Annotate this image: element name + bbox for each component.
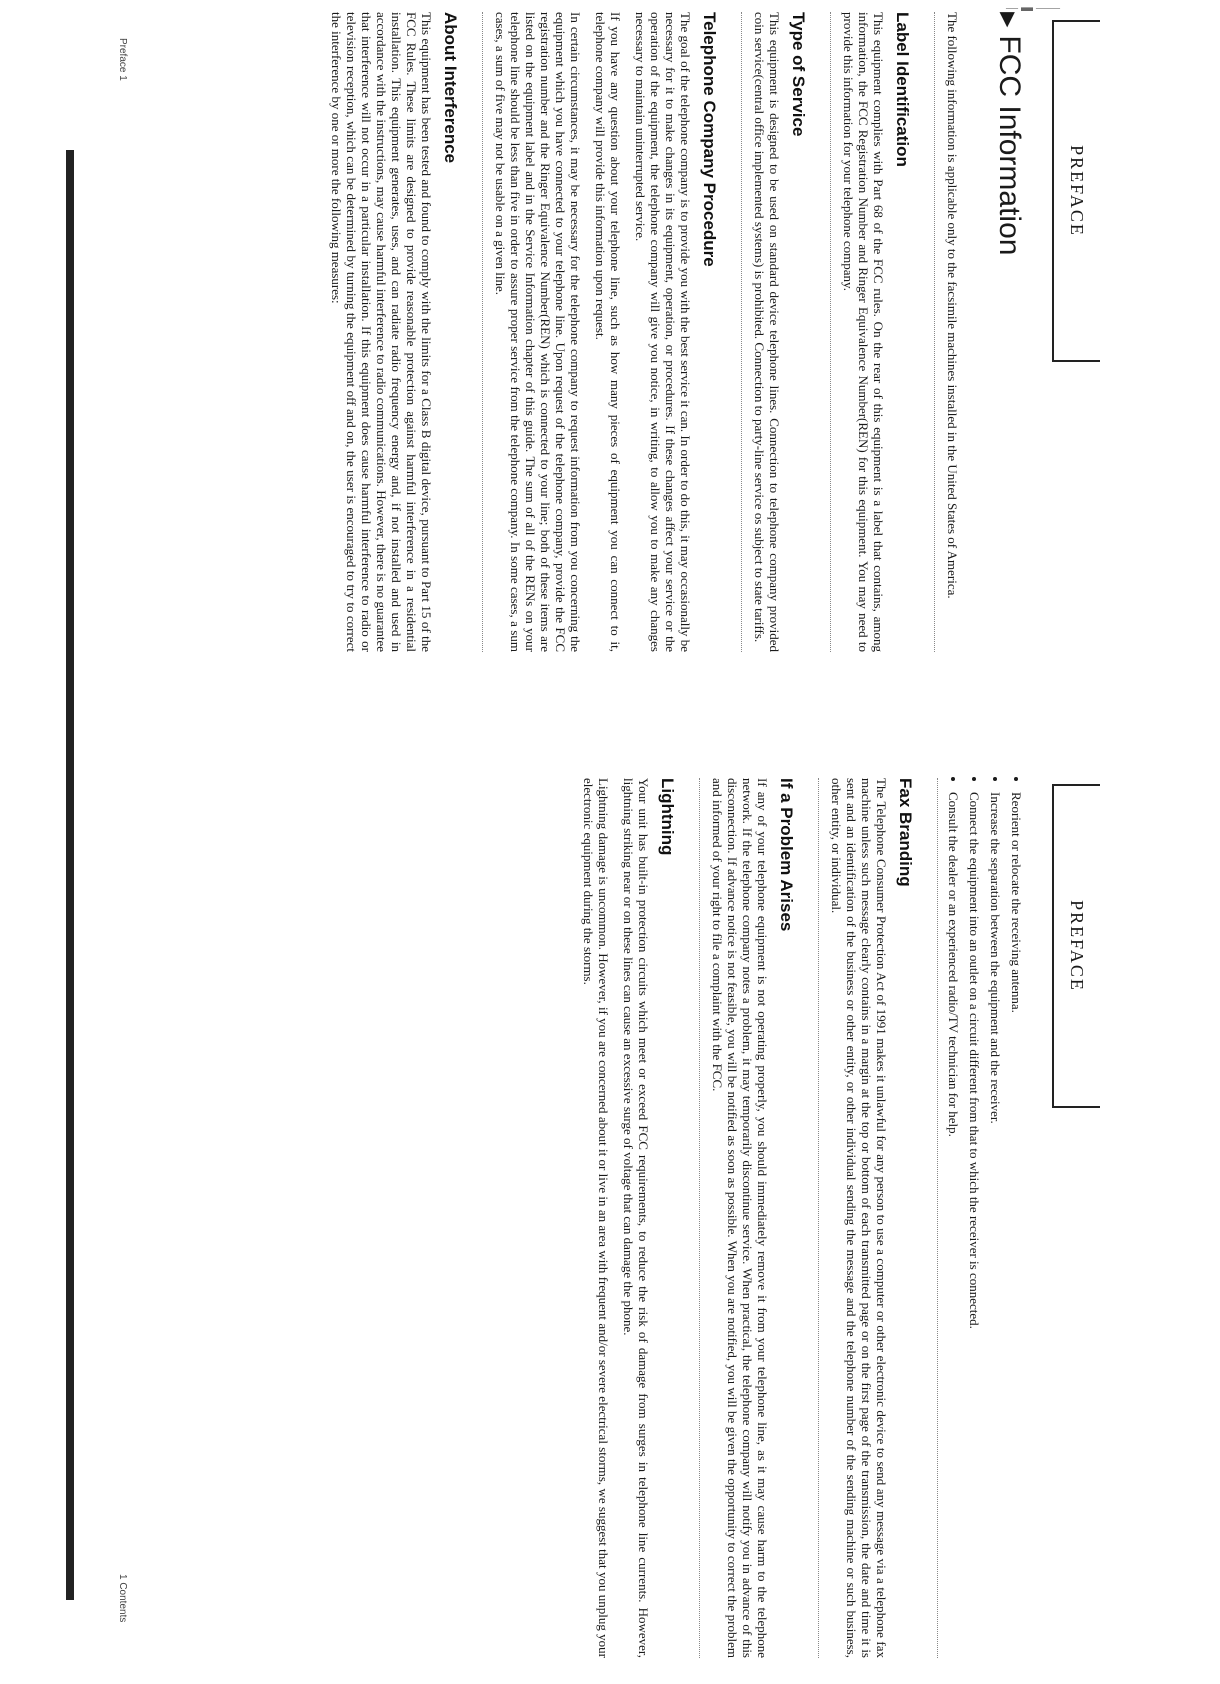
section-paragraph: This equipment complies with Part 68 of the FCC rules. On the rear of this equipment is a label that contains, among information, the FCC Registration Number and Ringer Equivalence Number(REN) for this equipment. You may need to provide this information for your telephone company. (841, 12, 886, 652)
section-heading-telephone-company-procedure: Telephone Company Procedure (700, 12, 719, 267)
preface-header-tab: PREFACE (1052, 20, 1100, 362)
section-divider (818, 778, 819, 1658)
section-divider (741, 12, 742, 652)
section-paragraph: This equipment has been tested and found to comply with the limits for a Class B digital device, pursuant to Part 15 of the FCC Rules. These limits are designed to provide reasonable protection against harmful interference in a residential installation. This equipment generates, uses, and can radiate radio frequency energy and, if not installed and used in accordance with the instructions, may cause harmful interference to radio communications. However, there is no guarantee that interference will not occur in a particular installation. If this equipment does cause harmful interference to radio or television reception, which can be determined by turning the equipment off and on, the user is encouraged to try to correct the interference by one or more the following measures: (329, 12, 434, 652)
page-title (992, 12, 1026, 255)
section-paragraph: This equipment is designed to be used on standard device telephone lines. Connection to telephone company provided coin service(central office implemented systems) is prohibited. Connection to party-line service os subject to state tariffs. (752, 12, 782, 652)
section-paragraph: Your unit has built-in protection circuits which meet or exceed FCC requirements, to reduce the risk of damage from surges in telephone line currents. However, lightning striking near or on these lines can cause an excessive surge of voltage that can damage the phone. (621, 778, 651, 1658)
section-paragraph: The Telephone Consumer Protection Act of 1991 makes it unlawful for any person to use a computer or other electronic device to send any message via a telephone fax machine unless such message clearly contains in a margin at the top or bottom of each transmitted page or on the first page of the transmission, the date and time it is sent and an identification of the business or other entity, or other individual sending the message and the telephone number of the sending machine or such business, other entity, or individual. (829, 778, 889, 1658)
left-page-body (319, 12, 960, 652)
page-title-text: FCC Information (993, 35, 1026, 256)
section-paragraph: Lightning damage is uncommon. However, if you are concerned about it or live in an area with frequent and/or severe electrical storms, we suggest that you unplug your electronic equipment during the storms. (581, 778, 611, 1658)
section-divider (482, 12, 483, 652)
list-item: • Consult the dealer or an experienced radio/TV technician for help. (946, 792, 961, 1658)
scan-mark: — ▬ —— (1006, 0, 1060, 14)
section-heading-about-interference: About Interference (441, 12, 460, 164)
preface-header-tab: PREFACE (1052, 784, 1100, 1108)
section-heading-lightning: Lightning (658, 778, 677, 856)
intro-paragraph: The following information is applicable only to the facsimile machines installed in the United States of America. (945, 12, 960, 599)
section-divider (830, 12, 831, 652)
section-divider (934, 12, 935, 652)
right-page-body (571, 778, 1024, 1658)
right-page (120, 778, 1100, 1678)
section-divider (937, 778, 938, 1658)
left-page-margin-note: Preface 1 (117, 38, 128, 81)
arrow-right-icon: ▶ (997, 12, 1020, 28)
section-heading-if-a-problem-arises: If a Problem Arises (777, 778, 796, 932)
list-item: • Connect the equipment into an outlet on a circuit different from that to which the receiver is connected. (967, 792, 982, 1658)
interference-measures-list (946, 778, 1024, 1658)
section-paragraph: In certain circumstances, it may be necessary for the telephone company to request information from you concerning the equipment which you have connected to your telephone line. Upon request of the telephone company, provide the FCC registration number and the Ringer Equivalence Number(REN) which is connected to your line; both of these items are listed on the equipment label and in the Service Information chapter of this guide. The sum of all of the RENs on your telephone line should be less than five in order to assure proper service from the telephone company. In some cases, a sum cases, a sum of five may not be usable on a given line. (493, 12, 583, 652)
section-paragraph: If you have any question about your telephone line, such as how many pieces of equipment you can connect to it, telephone company will provide this information upon request. (593, 12, 623, 652)
section-paragraph: The goal of the telephone company is to provide you with the best service it can. In order to do this, it may occasionally be necessary for it to make changes in its equipment, operation, or procedures. If these changes affect your service or the operation of the equipment, the telephone company will give you notice, in writing, to allow you to make any changes necessary to maintain uninterrupted service. (633, 12, 693, 652)
right-page-margin-note: 1 Contents (117, 1574, 128, 1623)
section-divider (699, 778, 700, 1658)
section-heading-type-of-service: Type of Service (789, 12, 808, 137)
left-page (120, 12, 1100, 672)
list-item: • Reorient or relocate the receiving antenna. (1009, 792, 1024, 1658)
section-heading-fax-branding: Fax Branding (896, 778, 915, 887)
section-heading-label-identification: Label Identification (893, 12, 912, 167)
section-paragraph: If any of your telephone equipment is not operating properly, you should immediately remove it from your telephone line, as it may cause harm to the telephone network. If the telephone company notes a problem, it may temporarily discontinue service. When practical, the telephone company will notify you in advance of this disconnection. If advance notice is not feasible, you will be notified as soon as possible. When you are notified, you will be given the opportunity to correct the problem and informed of your right to file a complaint with the FCC. (710, 778, 770, 1658)
list-item: • Increase the separation between the equipment and the receiver. (988, 792, 1003, 1658)
binding-shadow (66, 150, 74, 1600)
